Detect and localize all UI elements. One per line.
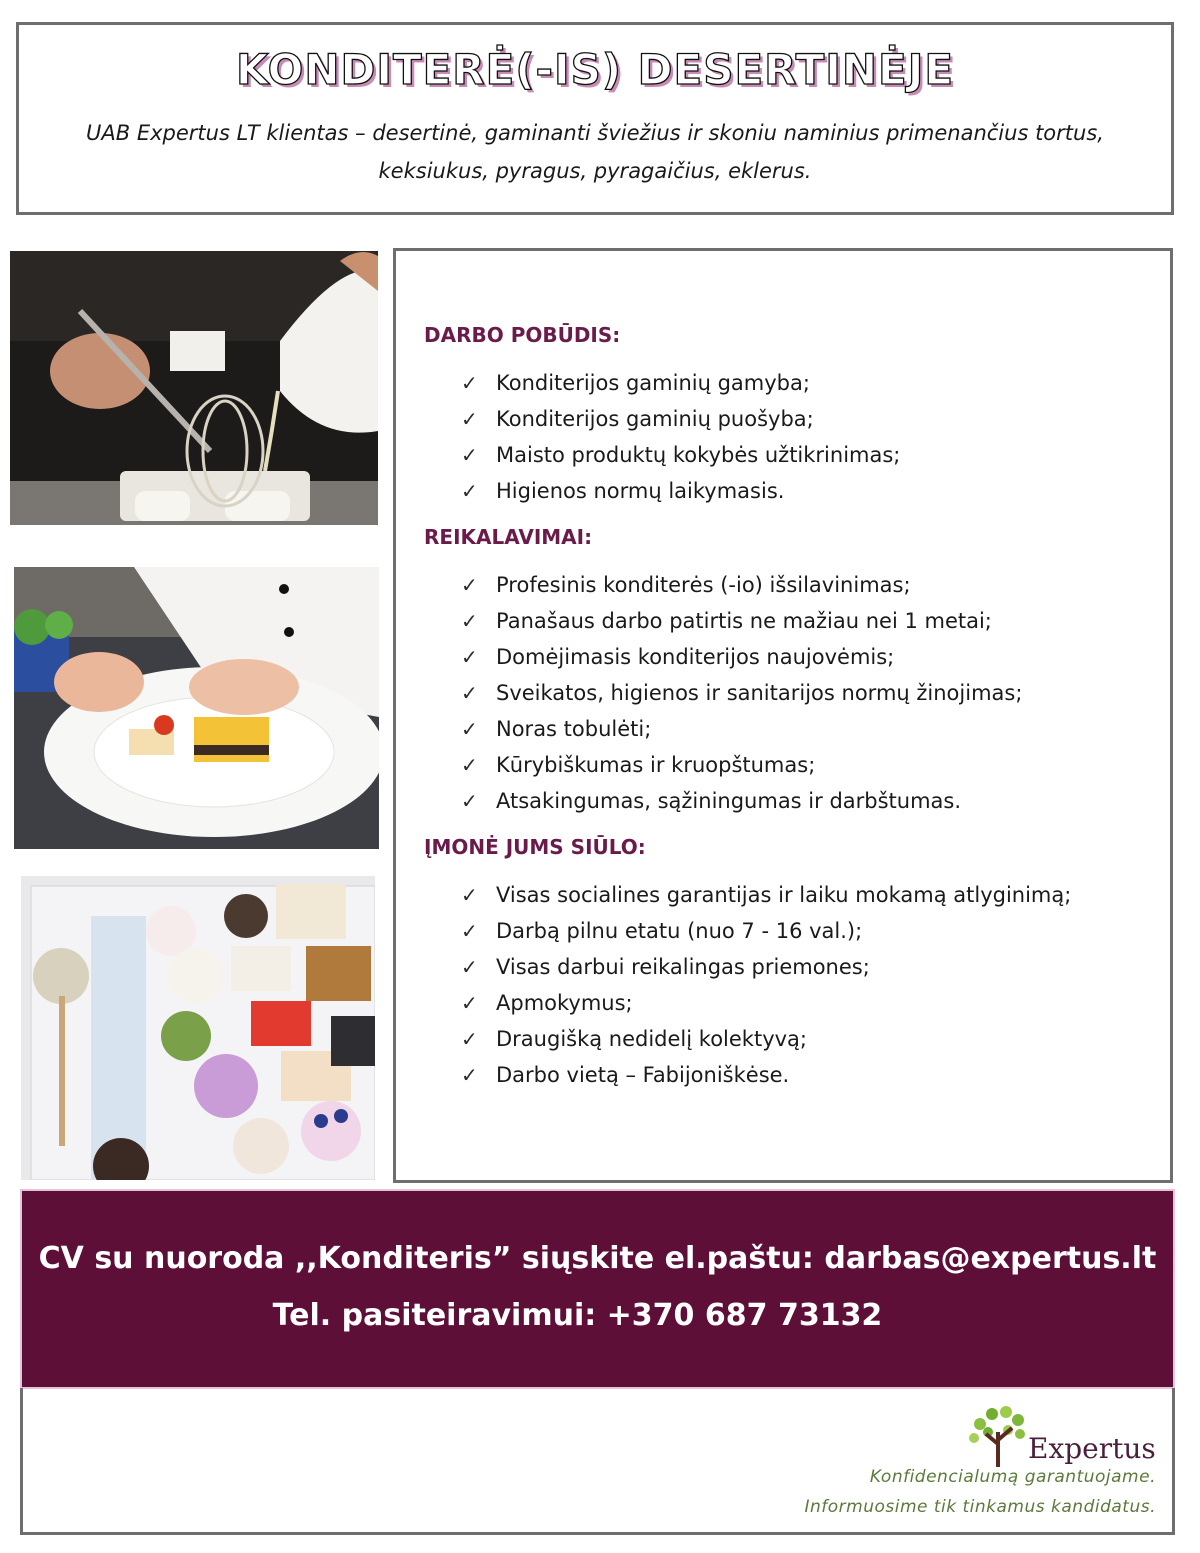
list-item	[424, 401, 1150, 437]
list-item	[424, 675, 1150, 711]
list-item-text: Higienos normų laikymasis.	[496, 479, 785, 503]
section-heading: ĮMONĖ JUMS SIŪLO:	[424, 835, 646, 859]
duties-list	[424, 365, 1150, 509]
list-item	[424, 567, 1150, 603]
checkmark-icon: ✓	[461, 443, 478, 467]
list-item-text: Kūrybiškumas ir kruopštumas;	[496, 753, 816, 777]
section-heading: REIKALAVIMAI:	[424, 525, 593, 549]
list-item-text: Maisto produktų kokybės užtikrinimas;	[496, 443, 901, 467]
list-item-text: Domėjimasis konditerijos naujovėmis;	[496, 645, 895, 669]
list-item-text: Darbą pilnu etatu (nuo 7 - 16 val.);	[496, 919, 863, 943]
list-item-text: Visas darbui reikalingas priemones;	[496, 955, 870, 979]
list-item-text: Draugišką nedidelį kolektyvą;	[496, 1027, 807, 1051]
checkmark-icon: ✓	[461, 955, 478, 979]
checkmark-icon: ✓	[461, 479, 478, 503]
contact-band	[20, 1189, 1175, 1389]
checkmark-icon: ✓	[461, 609, 478, 633]
list-item	[424, 639, 1150, 675]
dessert-box-photo	[21, 876, 375, 1180]
list-item	[424, 473, 1150, 509]
list-item-text: Visas socialines garantijas ir laiku mokamą atlyginimą;	[496, 883, 1072, 907]
page-title: KONDITERĖ(-IS) DESERTINĖJE	[235, 45, 955, 94]
checkmark-icon: ✓	[461, 407, 478, 431]
checkmark-icon: ✓	[461, 789, 478, 813]
list-item	[424, 913, 1150, 949]
logo-text: Expertus	[1028, 1432, 1156, 1465]
list-item-text: Panašaus darbo patirtis ne mažiau nei 1 metai;	[496, 609, 992, 633]
list-item-text: Konditerijos gaminių puošyba;	[496, 407, 814, 431]
list-item	[424, 365, 1150, 401]
header-box	[16, 22, 1174, 215]
whisking-photo	[10, 251, 378, 525]
list-item	[424, 783, 1150, 819]
list-item-text: Apmokymus;	[496, 991, 633, 1015]
offers-list	[424, 877, 1150, 1093]
checkmark-icon: ✓	[461, 1063, 478, 1087]
checkmark-icon: ✓	[461, 919, 478, 943]
list-item-text: Profesinis konditerės (-io) išsilavinimas;	[496, 573, 911, 597]
list-item	[424, 985, 1150, 1021]
checkmark-icon: ✓	[461, 753, 478, 777]
section-reikalavimai	[424, 525, 1150, 819]
list-item	[424, 949, 1150, 985]
cv-instructions: CV su nuoroda ,,Konditeris” siųskite el.paštu: darbas@expertus.lt	[38, 1241, 1157, 1276]
list-item	[424, 1057, 1150, 1093]
list-item-text: Atsakingumas, sąžiningumas ir darbštumas.	[496, 789, 962, 813]
checkmark-icon: ✓	[461, 681, 478, 705]
checkmark-icon: ✓	[461, 645, 478, 669]
checkmark-icon: ✓	[461, 991, 478, 1015]
section-heading: DARBO POBŪDIS:	[424, 323, 621, 347]
checkmark-icon: ✓	[461, 717, 478, 741]
list-item-text: Noras tobulėti;	[496, 717, 652, 741]
list-item	[424, 711, 1150, 747]
list-item	[424, 437, 1150, 473]
phone-info: Tel. pasiteiravimui: +370 687 73132	[272, 1298, 883, 1333]
section-imone-siulo	[424, 835, 1150, 1093]
list-item	[424, 603, 1150, 639]
list-item	[424, 877, 1150, 913]
checkmark-icon: ✓	[461, 371, 478, 395]
checkmark-icon: ✓	[461, 1027, 478, 1051]
company-description: UAB Expertus LT klientas – desertinė, gaminanti šviežius ir skoniu naminius primenančius tortus, keksiukus, pyragus, pyragaičius, eklerus.	[86, 121, 1104, 183]
list-item-text: Konditerijos gaminių gamyba;	[496, 371, 810, 395]
checkmark-icon: ✓	[461, 573, 478, 597]
section-darbo-pobudis	[424, 323, 1150, 509]
list-item	[424, 747, 1150, 783]
confidentiality-note: Konfidencialumą garantuojame.	[869, 1467, 1156, 1487]
job-details-box	[393, 248, 1173, 1183]
list-item	[424, 1021, 1150, 1057]
list-item-text: Sveikatos, higienos ir sanitarijos normų žinojimas;	[496, 681, 1023, 705]
checkmark-icon: ✓	[461, 883, 478, 907]
list-item-text: Darbo vietą – Fabijoniškėse.	[496, 1063, 790, 1087]
candidates-note: Informuosime tik tinkamus kandidatus.	[804, 1497, 1156, 1517]
requirements-list	[424, 567, 1150, 819]
plating-photo	[14, 567, 379, 849]
